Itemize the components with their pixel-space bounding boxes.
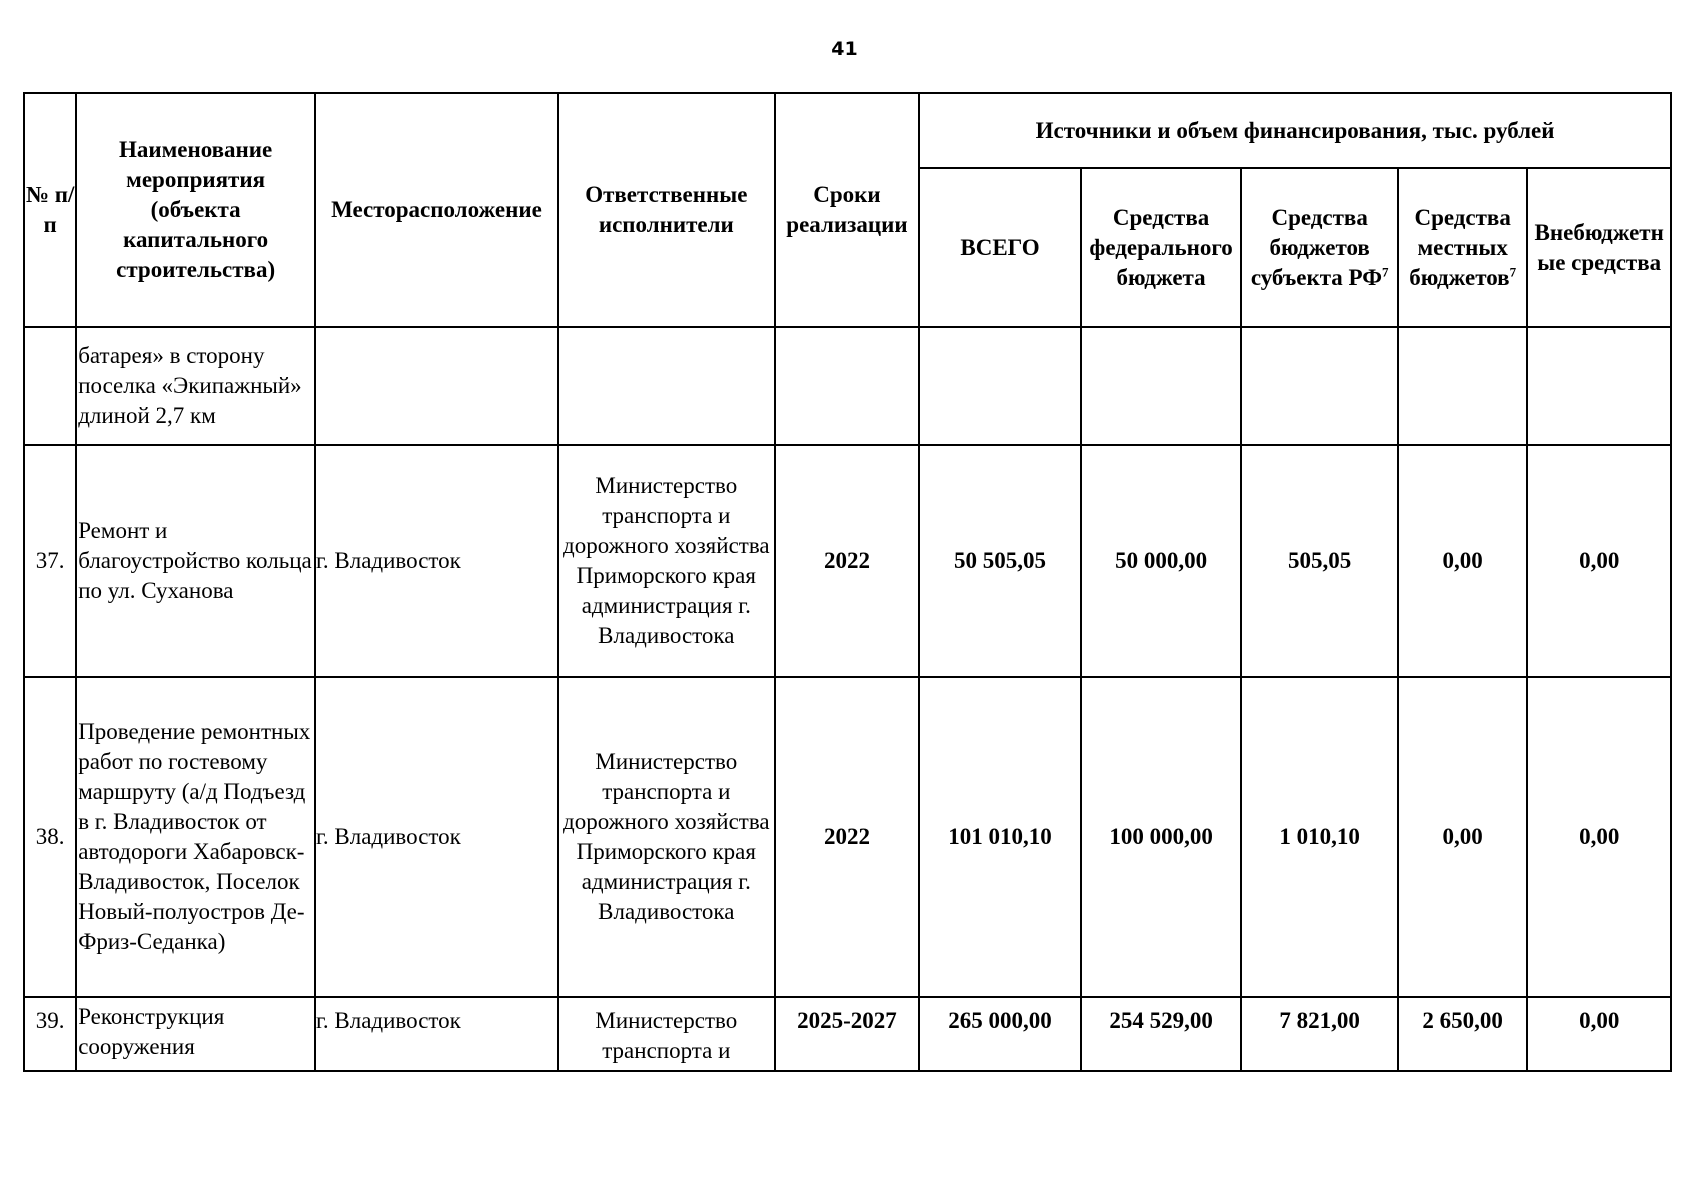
header-federal: Средства федерального бюджета: [1081, 168, 1242, 327]
row-period: 2025-2027: [775, 997, 920, 1071]
row-responsible: Министерство транспорта и: [558, 997, 775, 1071]
row-federal: 50 000,00: [1081, 445, 1242, 677]
row-num: [24, 327, 76, 445]
row-name: Реконструкция сооружения: [76, 997, 315, 1071]
row-regional: 1 010,10: [1241, 677, 1398, 997]
row-period: 2022: [775, 677, 920, 997]
row-num: 38.: [24, 677, 76, 997]
row-regional: 7 821,00: [1241, 997, 1398, 1071]
header-period: Сроки реализации: [775, 93, 920, 327]
header-local-label: Средства местных бюджетов: [1409, 204, 1511, 290]
header-total: ВСЕГО: [919, 168, 1081, 327]
row-total: 101 010,10: [919, 677, 1081, 997]
row-name: батарея» в сторону поселка «Экипажный» длиной 2,7 км: [76, 327, 315, 445]
header-extra: Внебюджетн ые средства: [1527, 168, 1671, 327]
row-period: 2022: [775, 445, 920, 677]
header-num: № п/п: [24, 93, 76, 327]
footnote-ref-regional: 7: [1381, 263, 1389, 279]
row-total: 265 000,00: [919, 997, 1081, 1071]
row-total: [919, 327, 1081, 445]
row-extra: 0,00: [1527, 997, 1671, 1071]
table-row: [24, 677, 1671, 997]
page-number: 41: [831, 38, 858, 60]
row-federal: [1081, 327, 1242, 445]
row-federal: 100 000,00: [1081, 677, 1242, 997]
footnote-ref-local: 7: [1509, 263, 1517, 279]
table-row: [24, 445, 1671, 677]
row-local: 0,00: [1398, 677, 1527, 997]
header-row-top: [24, 93, 1671, 168]
row-extra: [1527, 327, 1671, 445]
header-location: Месторасположение: [315, 93, 558, 327]
header-responsible: Ответственные исполнители: [558, 93, 775, 327]
row-extra: 0,00: [1527, 677, 1671, 997]
header-regional-label: Средства бюджетов субъекта РФ: [1250, 204, 1382, 290]
row-name: Ремонт и благоустройство кольца по ул. Суханова: [76, 445, 315, 677]
row-federal: 254 529,00: [1081, 997, 1242, 1071]
row-name: Проведение ремонтных работ по гостевому маршруту (а/д Подъезд в г. Владивосток от автодороги Хабаровск-Владивосток, Поселок Новый-полуостров Де-Фриз-Седанка): [76, 677, 315, 997]
row-location: г. Владивосток: [315, 445, 558, 677]
row-total: 50 505,05: [919, 445, 1081, 677]
row-responsible: Министерство транспорта и дорожного хозяйства Приморского края администрация г. Владивостока: [558, 677, 775, 997]
header-local: [1398, 168, 1527, 327]
header-sources: Источники и объем финансирования, тыс. рублей: [919, 93, 1671, 168]
row-extra: 0,00: [1527, 445, 1671, 677]
financing-table: [23, 92, 1672, 1072]
row-responsible: Министерство транспорта и дорожного хозяйства Приморского края администрация г. Владивостока: [558, 445, 775, 677]
row-local: [1398, 327, 1527, 445]
header-regional: [1241, 168, 1398, 327]
row-location: г. Владивосток: [315, 677, 558, 997]
row-regional: 505,05: [1241, 445, 1398, 677]
row-regional: [1241, 327, 1398, 445]
table-row: [24, 327, 1671, 445]
row-num: 37.: [24, 445, 76, 677]
row-location: [315, 327, 558, 445]
row-location: г. Владивосток: [315, 997, 558, 1071]
row-responsible: [558, 327, 775, 445]
row-period: [775, 327, 920, 445]
row-local: 0,00: [1398, 445, 1527, 677]
header-name: Наименование мероприятия (объекта капитального строительства): [76, 93, 315, 327]
row-num: 39.: [24, 997, 76, 1071]
row-local: 2 650,00: [1398, 997, 1527, 1071]
table-row: [24, 997, 1671, 1071]
